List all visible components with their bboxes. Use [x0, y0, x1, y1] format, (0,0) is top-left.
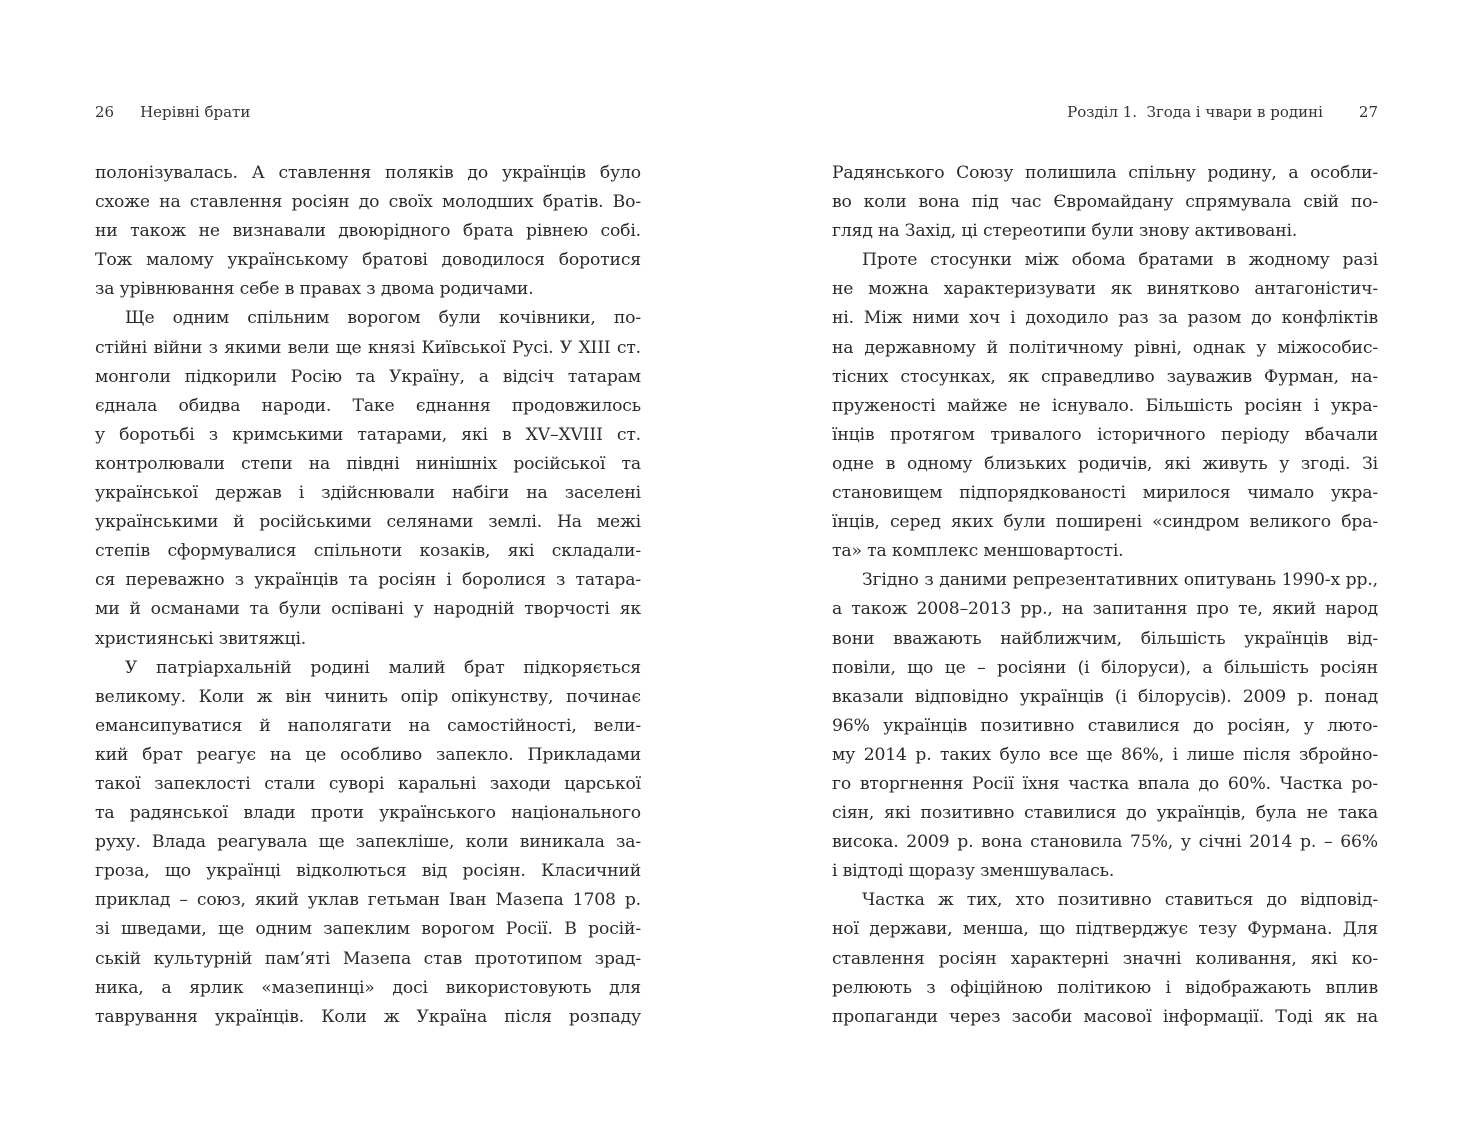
text-line: монголи підкорили Росію та Україну, а відсіч татарам: [95, 366, 641, 387]
text-line: великому. Коли ж він чинить опір опікунству, починає: [95, 686, 641, 707]
text-line: сіян, які позитивно ставилися до українців, була не така: [832, 803, 1378, 824]
text-line: і відтоді щоразу зменшувалась.: [832, 861, 1115, 882]
text-line: полонізувалась. А ставлення поляків до українців було: [95, 163, 641, 183]
text-line: ні. Між ними хоч і доходило раз за разом до конфліктів: [832, 308, 1378, 329]
right-page-number: 27: [1358, 103, 1378, 121]
text-line: тісних стосунках, як справедливо зауважив Фурман, на-: [832, 366, 1378, 387]
text-line: Згідно з даними репрезентативних опитувань 1990-х рр.,: [862, 570, 1378, 591]
text-line: приклад – союз, який уклав гетьман Іван Мазепа 1708 р.: [95, 890, 641, 911]
text-line: степів сформувалися спільноти козаків, які складали-: [95, 541, 641, 562]
text-line: Проте стосунки між обома братами в жодному разі: [862, 250, 1378, 271]
text-line: схоже на ставлення росіян до своїх молодших братів. Во-: [95, 192, 641, 213]
text-line: а також 2008–2013 рр., на запитання про те, який народ: [832, 599, 1378, 620]
text-line: гроза, що українці відколються від росіян. Класичний: [95, 861, 641, 882]
text-line: такої запеклості стали суворі каральні заходи царської: [95, 773, 641, 794]
text-line: їнців, серед яких були поширені «синдром великого бра-: [832, 512, 1378, 533]
text-line: релюють з офіційною політикою і відображають вплив: [832, 977, 1378, 998]
text-line: у боротьбі з кримськими татарами, які в XV–XVIII ст.: [95, 424, 641, 445]
text-line: та» та комплекс меншовартості.: [832, 541, 1124, 562]
text-line: на державному й політичному рівні, однак у міжособис-: [832, 337, 1378, 358]
text-line: не можна характеризувати як винятково антагоністич-: [832, 279, 1378, 300]
text-line: ни також не визнавали двоюрідного брата рівнею собі.: [95, 221, 641, 242]
text-line: християнські звитяжці.: [95, 628, 307, 649]
text-line: Частка ж тих, хто позитивно ставиться до відповід-: [862, 890, 1378, 911]
text-line: одне в одному близьких родичів, які живуть у згоді. Зі: [832, 453, 1378, 474]
text-line: пропаганди через засоби масової інформації. Тоді як на: [832, 1006, 1378, 1027]
text-line: таврування українців. Коли ж Україна після розпаду: [95, 1006, 641, 1027]
text-line: їнців протягом тривалого історичного періоду вбачали: [832, 424, 1378, 445]
text-line: кий брат реагує на це особливо запекло. Прикладами: [95, 744, 641, 765]
text-line: У патріархальній родині малий брат підкоряється: [125, 657, 641, 678]
text-line: вказали відповідно українців (і білорусів). 2009 р. понад: [832, 686, 1378, 707]
text-line: вони вважають найближчим, більшість українців від-: [832, 628, 1378, 649]
right-running-header: [1067, 102, 1378, 122]
left-running-header: [95, 102, 250, 122]
text-line: повіли, що це – росіяни (і білоруси), а більшість росіян: [832, 657, 1378, 678]
text-line: контролювали степи на півдні нинішніх російської та: [95, 453, 641, 474]
text-line: Радянського Союзу полишила спільну родину, а особли-: [832, 163, 1378, 183]
text-line: ника, а ярлик «мазепинці» досі використовують для: [95, 977, 641, 998]
text-line: во коли вона під час Євромайдану спрямувала свій по-: [832, 192, 1378, 213]
text-line: Ще одним спільним ворогом були кочівники, по-: [125, 308, 641, 329]
left-running-title: Нерівні брати: [140, 103, 251, 121]
text-line: ській культурній пам’яті Мазепа став прототипом зрад-: [95, 948, 641, 969]
left-page-body: [95, 159, 641, 1032]
text-line: му 2014 р. таких було все ще 86%, і лише після збройно-: [832, 744, 1378, 765]
text-line: та радянської влади проти українського національного: [95, 803, 641, 824]
text-line: зі шведами, ще одним запеклим ворогом Росії. В росій-: [95, 919, 641, 940]
text-line: Тож малому українському братові доводилося боротися: [95, 250, 641, 271]
text-line: стійні війни з якими вели ще князі Київської Русі. У XIII ст.: [95, 337, 641, 358]
text-line: ся переважно з українців та росіян і боролися з татара-: [95, 570, 641, 591]
text-line: го вторгнення Росії їхня частка впала до 60%. Частка ро-: [832, 773, 1378, 794]
right-page-body: [832, 159, 1378, 1032]
text-line: руху. Влада реагувала ще запекліше, коли виникала за-: [95, 832, 641, 853]
left-page-number: 26: [95, 103, 115, 121]
text-line: ної держави, менша, що підтверджує тезу Фурмана. Для: [832, 919, 1378, 940]
text-line: емансипуватися й наполягати на самостійності, вели-: [95, 715, 641, 736]
text-line: 96% українців позитивно ставилися до росіян, у люто-: [832, 715, 1378, 736]
text-line: гляд на Захід, ці стереотипи були знову активовані.: [832, 221, 1298, 242]
right-running-title: Розділ 1. Згода і чвари в родині: [1067, 103, 1323, 121]
text-line: українськими й російськими селянами землі. На межі: [95, 512, 641, 533]
text-line: української держав і здійснювали набіги на заселені: [95, 483, 641, 504]
text-line: ставлення росіян характерні значні коливання, які ко-: [832, 948, 1378, 969]
text-line: висока. 2009 р. вона становила 75%, у січні 2014 р. – 66%: [832, 832, 1378, 853]
text-line: становищем підпорядкованості мирилося чимало укра-: [832, 483, 1378, 504]
text-line: єднала обидва народи. Таке єднання продовжилось: [95, 395, 641, 416]
text-line: ми й османами та були оспівані у народній творчості як: [95, 599, 641, 620]
text-line: за урівнювання себе в правах з двома родичами.: [95, 279, 534, 300]
text-line: пруженості майже не існувало. Більшість росіян і укра-: [832, 395, 1378, 416]
